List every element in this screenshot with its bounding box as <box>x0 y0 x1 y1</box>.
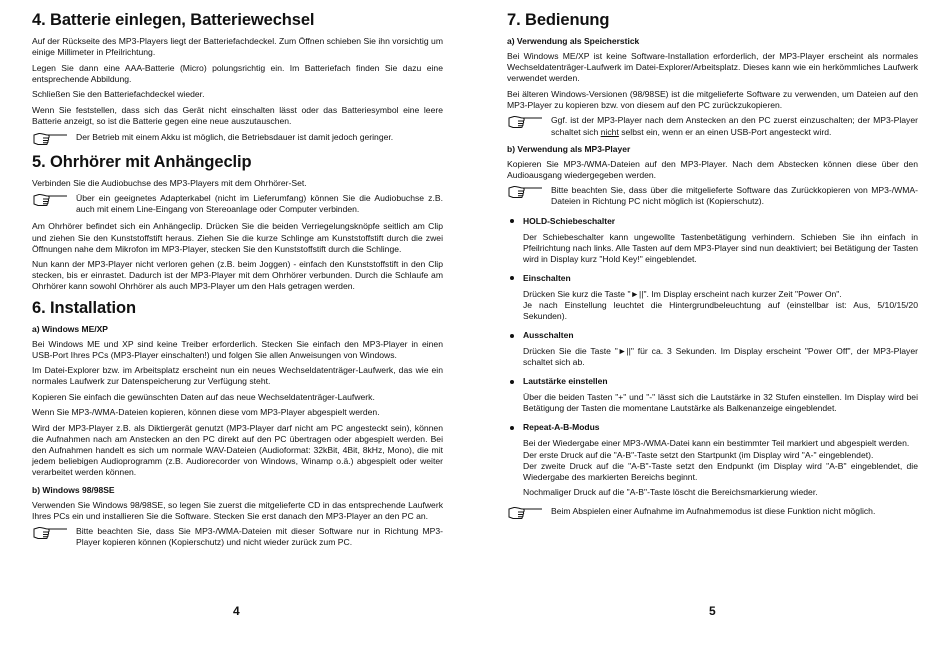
note <box>507 185 918 207</box>
paragraph: Im Datei-Explorer bzw. im Arbeitsplatz erscheint nun ein neues Wechseldatenträger-Laufwerk, das wie ein normales Laufwerk zur Datenspeicherung zur Verfügung steht. <box>32 365 443 387</box>
section-title: 7. Bedienung <box>507 11 610 29</box>
section-title: 6. Installation <box>32 298 136 317</box>
bullet-volume <box>507 376 918 387</box>
note-text: Über ein geeignetes Adapterkabel (nicht im Lieferumfang) können Sie die Audiobuchse z.B. auch mit einem Line-Eingang von Stereoanlage oder Computer verbinden. <box>76 193 443 215</box>
paragraph: Bei Windows ME und XP sind keine Treiber erforderlich. Stecken Sie einfach den MP3-Player in einen USB-Port Ihres PCs (MP3-Player einschalten!) und folgen Sie allen Anweisungen von Windows. <box>32 338 443 360</box>
paragraph: Bei Windows ME/XP ist keine Software-Installation erforderlich, der MP3-Player erscheint als normales Wechseldatenträger-Laufwerk im Datei-Explorer/Arbeitsplatz. Dieses kann wie ein herkömmliches Laufwerk verwendet werden. <box>507 51 918 84</box>
note <box>32 193 443 215</box>
paragraph: Bei älteren Windows-Versionen (98/98SE) ist die mitgelieferte Software zu verwenden, um Dateien auf den MP3-Player zu kopieren bzw. von diesem auf den PC zurückzukopieren. <box>507 88 918 110</box>
paragraph: Verwenden Sie Windows 98/98SE, so legen Sie zuerst die mitgelieferte CD in das entsprechende Laufwerk Ihres PCs ein und installieren Sie die Software. Stecken Sie erst danach den MP3-Player an den PC an. <box>32 499 443 521</box>
note-text <box>551 115 918 137</box>
note-text-part: selbst ein, wenn er an einen USB-Port angesteckt wird. <box>618 126 832 137</box>
note-text: Bitte beachten Sie, dass über die mitgelieferte Software das Zurückkopieren von MP3-/WMA-Dateien in Richtung PC nicht möglich ist (Kopierschutz). <box>551 185 918 207</box>
note-text-part: Ggf. ist der MP3-Player nach dem Anstecken an den PC zuerst einzuschalten; der MP3-Player schaltet sich <box>551 115 918 137</box>
section-title: 5. Ohrhörer mit Anhängeclip <box>32 152 252 171</box>
paragraph <box>523 438 918 482</box>
note-text: Bitte beachten Sie, dass Sie MP3-/WMA-Dateien mit dieser Software nur in Richtung MP3-Player kopieren können (Kopierschutz) und nicht wieder zurück zum PC. <box>76 526 443 548</box>
paragraph: Nochmaliger Druck auf die "A-B"-Taste löscht die Bereichsmarkierung wieder. <box>523 487 818 498</box>
line: Bei der Wiedergabe einer MP3-/WMA-Datei kann ein bestimmter Teil markiert und abgespielt werden. <box>523 438 910 449</box>
paragraph: Am Ohrhörer befindet sich ein Anhängeclip. Drücken Sie die beiden Verriegelungsknöpfe seitlich am Clip und ziehen Sie den Kunststoffstift heraus. Ziehen Sie die kurze Schlinge am Kunststoffstift durch die zwei Öffnungen nahe dem Mikrofon im MP3-Player, stecken Sie den Kunststoffstift durch die Schlinge. <box>32 221 443 254</box>
paragraph: Schließen Sie den Batteriefachdeckel wieder. <box>32 89 205 100</box>
bullet-title: HOLD-Schiebeschalter <box>523 215 616 226</box>
section-battery <box>32 10 443 146</box>
line: Der zweite Druck auf die "A-B"-Taste setzt den Endpunkt (im Display wird "A-B" eingeblendet, die Wiedergabe des markierten Bereichs beginnt. <box>523 460 918 482</box>
pointing-hand-icon <box>507 506 549 520</box>
paragraph: Über die beiden Tasten "+" und "-" lässt sich die Lautstärke in 32 Stufen einstellen. Im Display wird bei Betätigung der Tasten die momentane Lautstärke als Balkenanzeige eingeblendet. <box>523 392 918 414</box>
section-installation <box>32 298 443 549</box>
subsection-title: b) Verwendung als MP3-Player <box>507 143 631 154</box>
paragraph: Wenn Sie feststellen, dass sich das Gerät nicht einschalten lässt oder das Batteriesymbol eine leere Batterie anzeigt, so ist die Batterie gegen eine neue auszutauschen. <box>32 104 443 127</box>
line: Je nach Einstellung leuchtet die Hintergrundbeleuchtung auf (einstellbar ist: Aus, 5/10/15/20 Sekunden). <box>523 299 918 321</box>
bullet-title: Ausschalten <box>523 330 574 341</box>
bullet-title: Lautstärke einstellen <box>523 376 608 387</box>
note-text-underlined: nicht <box>600 126 619 137</box>
bullet-hold <box>507 216 918 227</box>
paragraph: Verbinden Sie die Audiobuchse des MP3-Players mit dem Ohrhörer-Set. <box>32 177 307 188</box>
note-text: Der Betrieb mit einem Akku ist möglich, die Betriebsdauer ist damit jedoch geringer. <box>76 131 394 142</box>
page-number-left: 4 <box>233 604 240 618</box>
bullet-dot <box>510 426 514 430</box>
pointing-hand-icon <box>32 132 74 146</box>
bullet-dot <box>510 276 514 280</box>
bullet-dot <box>510 219 514 223</box>
bullet-title: Repeat-A-B-Modus <box>523 422 600 433</box>
section-title: 4. Batterie einlegen, Batteriewechsel <box>32 11 315 29</box>
pointing-hand-icon <box>507 185 549 199</box>
paragraph: Auf der Rückseite des MP3-Players liegt der Batteriefachdeckel. Zum Öffnen schieben Sie ihn vorsichtig um einige Millimeter in Pfeilrichtung. <box>32 36 443 58</box>
line: Drücken Sie kurz die Taste "►||". Im Display erscheint nach kurzer Zeit "Power On". <box>523 288 842 299</box>
paragraph: Nun kann der MP3-Player nicht verloren gehen (z.B. beim Joggen) - einfach den Kunststoffstift in den Clip stecken, bis er einrastet. Dadurch ist der MP3-Player mit dem Ohrhörer verbunden. Durch die Schlaufe am Ohrhörer kann sowohl Ohrhörer als auch MP3-Player um den Hals getragen werden. <box>32 259 443 292</box>
section-operation <box>507 10 918 520</box>
bullet-power-off <box>507 330 918 341</box>
subsection-title: a) Verwendung als Speicherstick <box>507 36 640 46</box>
paragraph: Legen Sie dann eine AAA-Batterie (Micro) polungsrichtig ein. Im Batteriefach finden Sie dazu eine entsprechende Abbildung. <box>32 62 443 84</box>
bullet-power-on <box>507 273 918 284</box>
paragraph <box>523 289 918 322</box>
bullet-title: Einschalten <box>523 272 571 283</box>
note <box>507 115 918 137</box>
paragraph: Drücken Sie die Taste "►||" für ca. 3 Sekunden. Im Display erscheint "Power Off", der MP3-Player schaltet sich ab. <box>523 346 918 368</box>
pointing-hand-icon <box>507 115 549 129</box>
paragraph: Wenn Sie MP3-/WMA-Dateien kopieren, können diese vom MP3-Player abgespielt werden. <box>32 407 380 418</box>
bullet-dot <box>510 380 514 384</box>
line: Der erste Druck auf die "A-B"-Taste setzt den Startpunkt (im Display wird "A-" eingeblendet). <box>523 449 874 460</box>
paragraph: Wird der MP3-Player z.B. als Diktiergerät genutzt (MP3-Player darf nicht am PC angesteckt sein), können die Aufnahmen nach am Anstecken an den PC direkt auf den PC übertragen oder abgespielt werden. Bei den Aufnahmen handelt es sich um normale WAV-Dateien (Audioformat: 32kBit, 4Bit, 8kHz, Mono), die mit jedem beliebigen Audioprogramm (z.B. Audiorecorder von Windows, Winamp o.ä.) abgespielt oder weiter verarbeitet werden können. <box>32 423 443 478</box>
paragraph: Kopieren Sie einfach die gewünschten Daten auf das neue Wechseldatenträger-Laufwerk. <box>32 391 375 402</box>
subsection-title: b) Windows 98/98SE <box>32 484 115 495</box>
subsection-title: a) Windows ME/XP <box>32 323 108 334</box>
note <box>507 506 918 520</box>
section-earphones <box>32 152 443 293</box>
note-text: Beim Abspielen einer Aufnahme im Aufnahmemodus ist diese Funktion nicht möglich. <box>551 506 876 517</box>
bullet-repeat-ab <box>507 422 918 433</box>
pointing-hand-icon <box>32 193 74 207</box>
note <box>32 132 443 146</box>
paragraph: Kopieren Sie MP3-/WMA-Dateien auf den MP3-Player. Nach dem Abstecken können diese über den Audioausgang wiedergegeben werden. <box>507 158 918 180</box>
right-page <box>507 10 918 526</box>
paragraph: Der Schiebeschalter kann ungewollte Tastenbetätigung verhindern. Schieben Sie ihn einfach in Pfeilrichtung nach links. Alle Tasten auf dem MP3-Player sind nun deaktiviert; bei Betätigung der Tasten wird in Display kurz "Hold Key!" eingeblendet. <box>523 231 918 264</box>
left-page <box>32 10 443 554</box>
note <box>32 526 443 548</box>
bullet-dot <box>510 334 514 338</box>
page-number-right: 5 <box>709 604 716 618</box>
pointing-hand-icon <box>32 526 74 540</box>
